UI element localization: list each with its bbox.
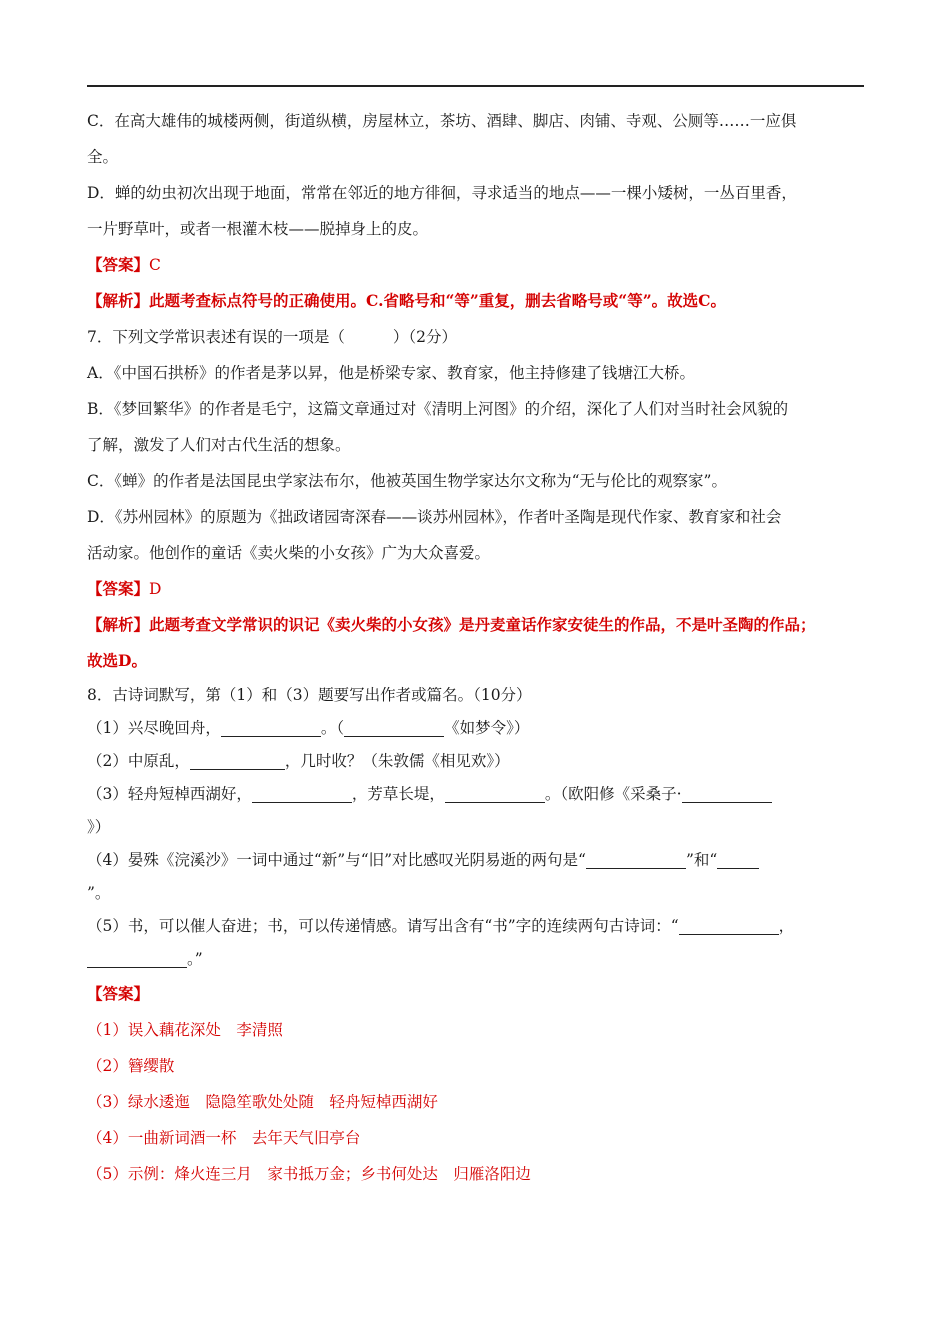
fill-blank [586, 850, 686, 869]
item-text: （4）晏殊《浣溪沙》一词中通过“新”与“旧”对比感叹光阴易逝的两句是“ [87, 851, 586, 869]
q7-answer [87, 571, 867, 607]
item-text: ，芳草长堤， [351, 785, 445, 803]
q8-item-1 [87, 712, 867, 745]
analysis-tag: 【解析】 [87, 291, 150, 310]
fill-blank [87, 949, 187, 968]
fill-blank [717, 850, 759, 869]
q8-item-3 [87, 778, 867, 811]
item-text: ”和“ [685, 851, 718, 869]
q7-analysis-cont: 故选D。 [87, 651, 147, 670]
fill-blank [445, 784, 545, 803]
document-page [87, 103, 867, 1192]
q7-stem-score: ）（2分） [392, 328, 457, 346]
q8-item-2 [87, 745, 867, 778]
item-text: ，几时收？（朱敦儒《相见欢》） [284, 752, 510, 770]
item-text: （2）中原乱， [87, 752, 190, 770]
q8-item-4-cont: ”。 [87, 884, 111, 902]
header-rule [87, 85, 864, 87]
q8-item-3-cont: 》） [87, 818, 111, 836]
fill-blank [679, 916, 779, 935]
q6-answer [87, 247, 867, 283]
q7-analysis [87, 607, 867, 643]
item-text: 。（欧阳修《采桑子· [544, 785, 682, 803]
q6-option-d: D．蝉的幼虫初次出现于地面，常常在邻近的地方徘徊，寻求适当的地点——一棵小矮树，一丛百里香， [87, 184, 797, 202]
item-text: 《如梦令》） [444, 719, 530, 737]
q8-stem: 8．古诗词默写，第（1）和（3）题要写出作者或篇名。（10分） [87, 686, 532, 704]
q7-option-b: B．《梦回繁华》的作者是毛宁，这篇文章通过对《清明上河图》的介绍，深化了人们对当时社会风貌的 [87, 400, 789, 418]
q8-item-5-cont [87, 943, 867, 976]
answer-tag: 【答案】 [87, 579, 150, 598]
item-text: ， [778, 917, 795, 935]
answer-value: D [149, 580, 162, 598]
q8-answer-5: （5）示例：烽火连三月 家书抵万金；乡书何处达 归雁洛阳边 [87, 1165, 531, 1183]
analysis-text: 此题考查标点符号的正确使用。C.省略号和“等”重复，删去省略号或“等”。故选C。 [149, 291, 726, 310]
fill-blank [682, 784, 772, 803]
q8-answer-1: （1）误入藕花深处 李清照 [87, 1021, 283, 1039]
q6-option-c-cont: 全。 [87, 148, 119, 166]
q7-option-b-cont: 了解，激发了人们对古代生活的想象。 [87, 436, 351, 454]
answer-tag: 【答案】 [87, 255, 150, 274]
q7-option-a: A．《中国石拱桥》的作者是茅以昇，他是桥梁专家、教育家，他主持修建了钱塘江大桥。 [87, 364, 695, 382]
q6-option-d-cont: 一片野草叶，或者一根灌木枝——脱掉身上的皮。 [87, 220, 429, 238]
item-text: （3）轻舟短棹西湖好， [87, 785, 252, 803]
q7-option-d-cont: 活动家。他创作的童话《卖火柴的小女孩》广为大众喜爱。 [87, 544, 491, 562]
q7-option-d: D．《苏州园林》的原题为《拙政诸园寄深春——谈苏州园林》，作者叶圣陶是现代作家、教育家和社会 [87, 508, 782, 526]
fill-blank [344, 718, 444, 737]
q8-answer-2: （2）簪缨散 [87, 1057, 175, 1075]
q8-answer-3: （3）绿水逶迤 隐隐笙歌处处随 轻舟短棹西湖好 [87, 1093, 438, 1111]
q6-analysis [87, 283, 867, 319]
item-text: （1）兴尽晚回舟， [87, 719, 221, 737]
item-text: （5）书，可以催人奋进；书，可以传递情感。请写出含有“书”字的连续两句古诗词：“ [87, 917, 679, 935]
analysis-tag: 【解析】 [87, 615, 150, 634]
q8-item-4 [87, 844, 867, 877]
fill-blank [190, 751, 285, 770]
q7-option-c: C．《蝉》的作者是法国昆虫学家法布尔，他被英国生物学家达尔文称为“无与伦比的观察家”。 [87, 472, 727, 490]
q7-stem [87, 319, 867, 355]
q7-stem-text: 7．下列文学常识表述有误的一项是（ [87, 328, 345, 346]
item-text: 。（ [320, 719, 345, 737]
q8-answer-4: （4）一曲新词酒一杯 去年天气旧亭台 [87, 1129, 361, 1147]
q6-option-c: C．在高大雄伟的城楼两侧，街道纵横，房屋林立，茶坊、酒肆、脚店、肉铺、寺观、公厕等……一应俱 [87, 112, 797, 130]
q8-item-5 [87, 910, 867, 943]
fill-blank [221, 718, 321, 737]
answer-value: C [149, 256, 161, 274]
analysis-text: 此题考查文学常识的识记《卖火柴的小女孩》是丹麦童话作家安徒生的作品，不是叶圣陶的作品； [149, 615, 816, 634]
q8-answer-tag: 【答案】 [87, 984, 150, 1003]
fill-blank [252, 784, 352, 803]
item-text: 。” [187, 950, 203, 968]
